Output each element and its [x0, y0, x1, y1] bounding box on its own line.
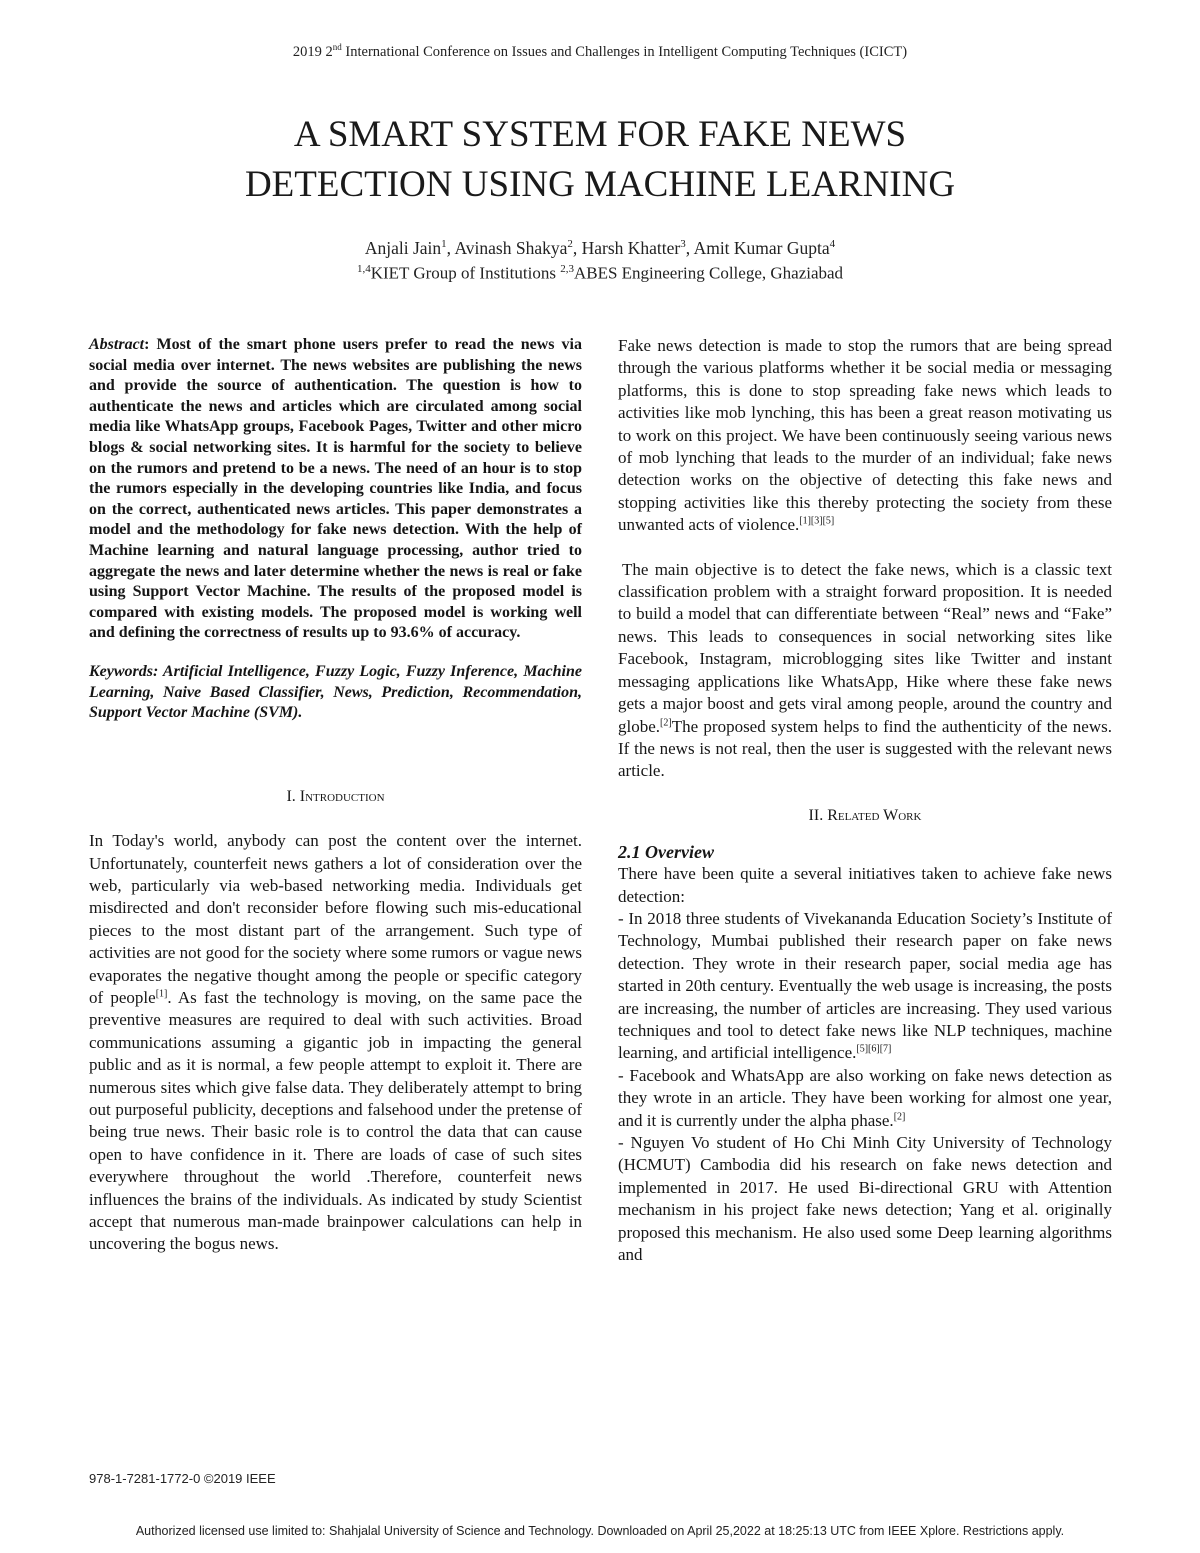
related-item [618, 908, 1112, 1065]
keywords: Keywords: Artificial Intelligence, Fuzzy Logic, Fuzzy Inference, Machine Learning, Naive Based Classifier, News, Prediction, Recommendation, Support Vector Machine (SVM). [89, 662, 582, 722]
citation: [5][6][7] [856, 1043, 892, 1055]
objective-text-part-1: The main objective is to detect the fake news, which is a classic text classification problem with a straight forward proposition. It is needed to build a model that can differentiate between “Real” news and “Fake” news. This leads to consequences in social networking sites like Facebook, Instagram, microblogging sites like Twitter and instant messaging applications like WhatsApp, Hike where these fake news gets a major boost and gets viral among people, around the country and globe. [618, 559, 1112, 736]
intro-paragraph [89, 830, 582, 1256]
section-title: Introduction [299, 787, 385, 805]
author-list [0, 238, 1200, 259]
related-item [618, 1065, 1112, 1132]
abstract-label: Abstract [89, 336, 145, 353]
left-column [89, 335, 582, 1256]
objective-paragraph [618, 559, 1112, 783]
section-heading-introduction [89, 786, 582, 808]
author-separator: , [572, 238, 582, 258]
affiliation-mark: 2,3 [560, 263, 574, 275]
motivation-text: Fake news detection is made to stop the rumors that are being spread through the various platforms whether it be social media or messaging platforms, this is done to stop spreading fake news which leads to activities like mob lynching, this has been a great reason motivating us to work on this project. We have been continuously seeing various news of mob lynching that leads to the murder of an individual; fake news detection works on the objective of detecting this fake news and stopping activities like this thereby protecting the society from these unwanted acts of violence. [618, 336, 1112, 535]
subsection-title-overview: 2.1 Overview [618, 842, 714, 863]
citation: [2] [893, 1110, 906, 1122]
conference-ordinal: nd [332, 42, 342, 52]
section-heading-related-work [618, 805, 1112, 827]
motivation-paragraph [618, 335, 1112, 537]
abstract-text: : Most of the smart phone users prefer to read the news via social media over internet. The news websites are publishing the news and provide the source of authentication. The question is how to authenticate the news and articles which are circulated among social media like WhatsApp groups, Facebook Pages, Twitter and other micro blogs & social networking sites. It is harmful for the society to believe on the rumors and pretend to be a news. The need of an hour is to stop the rumors especially in the developing countries like India, and focus on the correct, authenticated news articles. This paper demonstrates a model and the methodology for fake news detection. With the help of Machine learning and natural language processing, author tried to aggregate the news and later determine whether the news is real or fake using Support Vector Machine. The results of the proposed model is compared with existing models. The proposed model is working well and defining the correctness of results up to 93.6% of accuracy. [89, 336, 582, 642]
affiliation-mark: 1,4 [356, 263, 371, 275]
author-affiliation-mark: 2 [567, 238, 573, 251]
conference-header [0, 42, 1200, 61]
related-item-text: - Facebook and WhatsApp are also working on fake news detection as they wrote in an article. They have been working for almost one year, and it is currently under the alpha phase. [618, 1065, 1112, 1130]
intro-text-part-1: In Today's world, anybody can post the content over the internet. Unfortunately, counterfeit news gathers a lot of consideration over the web, particularly via web-based networking media. Individuals get misdirected and don't reconsider before flowing such mis-educational pieces to the most distant part of the arrangement. Such type of activities are not good for the society where some rumors or vague news evaporates the negative thought among the people or specific category of people [89, 831, 582, 1007]
author-separator: , [446, 238, 455, 258]
author-name: Avinash Shakya [454, 238, 568, 258]
section-number: II. [808, 806, 828, 824]
author-name: Amit Kumar Gupta [693, 238, 830, 258]
author-name: Anjali Jain [364, 238, 442, 258]
author-affiliation-mark: 4 [829, 238, 836, 251]
affiliation-institution: ABES Engineering College, Ghaziabad [573, 263, 844, 283]
objective-text-part-2: The proposed system helps to find the authenticity of the news. If the news is not real, then the user is suggested with the relevant news article. [618, 716, 1112, 781]
right-column [618, 335, 1112, 1266]
copyright-notice: 978-1-7281-1772-0 ©2019 IEEE [89, 1471, 276, 1486]
conference-prefix: 2019 2 [292, 43, 333, 60]
affiliation-institution: KIET Group of Institutions [370, 263, 561, 283]
conference-name: International Conference on Issues and Challenges in Intelligent Computing Techniques (ICICT) [341, 43, 908, 60]
overview-intro: There have been quite a several initiatives taken to achieve fake news detection: [618, 864, 1112, 906]
section-number: I. [286, 787, 300, 805]
citation: [2] [660, 716, 672, 728]
affiliations [0, 263, 1200, 284]
author-name: Harsh Khatter [581, 238, 681, 258]
abstract [89, 335, 582, 644]
title-line-1: A SMART SYSTEM FOR FAKE NEWS [293, 114, 907, 155]
related-item-text: - In 2018 three students of Vivekananda Education Society’s Institute of Technology, Mumbai published their research paper on fake news detection. They wrote in their research paper, social media age has started in 20th century. Eventually the web usage is increasing, the posts are increasing, the number of articles are increasing. They used various techniques and tool to detect fake news like NLP techniques, machine learning, and artificial intelligence. [618, 908, 1112, 1063]
citation: [1] [155, 988, 168, 1000]
author-affiliation-mark: 3 [680, 238, 686, 251]
title-line-2: DETECTION USING MACHINE LEARNING [244, 164, 956, 205]
intro-text-part-2: . As fast the technology is moving, on the same pace the preventive measures are required to deal with such activities. Broad communications assuming a gigantic job in impacting the general public and as it is normal, a few people attempt to exploit it. There are numerous sites which give false data. They deliberately attempt to bring out purposeful publicity, deceptions and falsehood under the pretense of being true news. Their basic role is to control the data that can cause open to have confidence in it. There are loads of case of such sites everywhere throughout the world .Therefore, counterfeit news influences the brains of the individuals. As indicated by study Scientist accept that numerous man-made brainpower calculations can help in uncovering the bogus news. [89, 987, 582, 1254]
author-separator: , [685, 238, 694, 258]
section-title: Related Work [827, 806, 922, 824]
related-item: - Nguyen Vo student of Ho Chi Minh City University of Technology (HCMUT) Cambodia did his research on fake news detection and implemented in 2017. He used Bi-directional GRU with Attention mechanism in his project fake news detection; Yang et al. originally proposed this mechanism. He also used some Deep learning algorithms and [618, 1133, 1112, 1265]
author-affiliation-mark: 1 [441, 238, 447, 251]
citation: [1][3][5] [799, 515, 835, 527]
license-footer: Authorized licensed use limited to: Shahjalal University of Science and Technology. Downloaded on April 25,2022 at 18:25:13 UTC from IEEE Xplore. Restrictions apply. [135, 1524, 1065, 1538]
paper-title [0, 110, 1200, 210]
